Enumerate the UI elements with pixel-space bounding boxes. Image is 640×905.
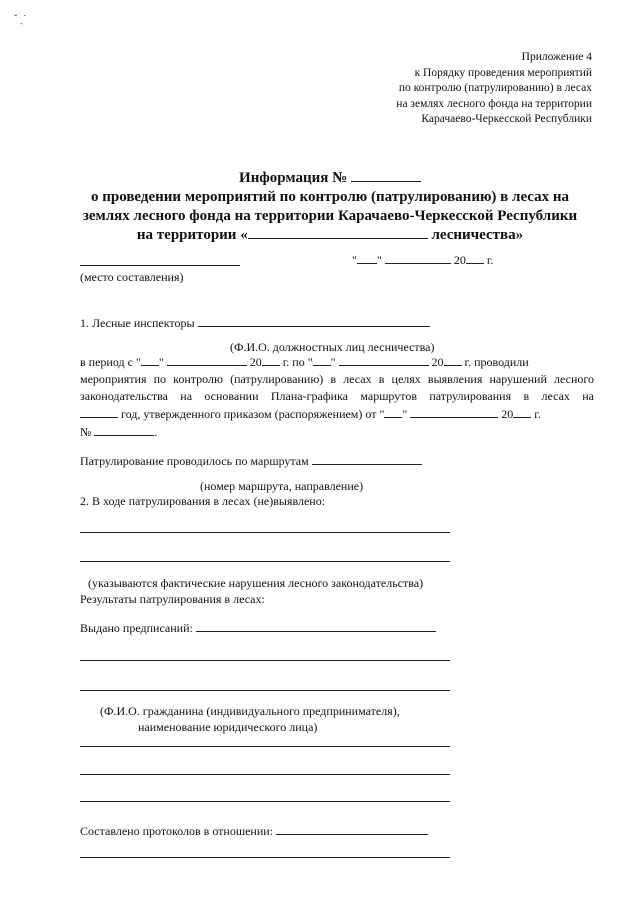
- plan-text: год, утвержденного приказом (распоряжением) от ": [121, 407, 385, 421]
- quote: ": [352, 253, 357, 267]
- routes-label: Патрулирование проводилось по маршрутам: [80, 454, 309, 468]
- orders-issued-row: [80, 620, 436, 636]
- quote: ": [330, 355, 336, 369]
- annex-line: Приложение 4: [521, 51, 592, 63]
- violations-line[interactable]: [80, 532, 450, 533]
- order-day-field[interactable]: [384, 406, 402, 418]
- person-line[interactable]: [80, 801, 450, 802]
- violations-label: 2. В ходе патрулирования в лесах (не)выявлено:: [80, 494, 326, 508]
- routes-caption: (номер маршрута, направление): [200, 479, 364, 493]
- inspectors-caption: (Ф.И.О. должностных лиц лесничества): [230, 340, 435, 354]
- title-suffix: лесничества»: [431, 227, 524, 243]
- plan-row: [80, 406, 541, 422]
- protocols-row: [80, 823, 428, 839]
- year-prefix: 20: [501, 407, 514, 421]
- date-year-field[interactable]: [466, 252, 484, 264]
- orders-issued-field[interactable]: [196, 620, 436, 632]
- date-month-field[interactable]: [385, 252, 451, 264]
- period-dot: .: [154, 425, 158, 439]
- year-prefix: 20: [453, 253, 466, 267]
- routes-field[interactable]: [312, 453, 422, 465]
- year-prefix: 20: [249, 355, 262, 369]
- violations-line[interactable]: [80, 561, 450, 562]
- place-caption: (место составления): [80, 270, 184, 284]
- orders-issued-line[interactable]: [80, 690, 450, 691]
- inspectors-row: [80, 315, 430, 331]
- place-field[interactable]: [80, 265, 240, 266]
- period-end-day-field[interactable]: [313, 354, 331, 366]
- order-number-row: [80, 424, 157, 440]
- period-text: г. по ": [282, 355, 313, 369]
- body-text-line: мероприятия по контролю (патрулированию) в лесах в целях выявления нарушений лесного: [80, 372, 594, 386]
- person-caption-line-2: наименование юридического лица): [138, 720, 318, 734]
- protocols-line[interactable]: [80, 857, 450, 858]
- quote: ": [402, 407, 408, 421]
- order-month-field[interactable]: [410, 406, 498, 418]
- date-day-field[interactable]: [357, 252, 377, 264]
- person-caption-line-1: (Ф.И.О. гражданина (индивидуального предпринимателя),: [100, 704, 400, 718]
- document-title: [60, 170, 600, 187]
- routes-row: [80, 453, 422, 469]
- quote: ": [376, 253, 382, 267]
- annex-line: к Порядку проведения мероприятий: [414, 66, 592, 79]
- order-number-field[interactable]: [94, 424, 154, 436]
- inspectors-label: 1. Лесные инспекторы: [80, 316, 195, 330]
- period-row: [80, 354, 594, 370]
- period-text: в период с ": [80, 355, 141, 369]
- title-prefix: на территории «: [136, 227, 248, 243]
- annex-line: Карачаево-Черкесской Республики: [421, 113, 592, 125]
- year-suffix: г.: [486, 253, 494, 267]
- period-end-month-field[interactable]: [339, 354, 429, 366]
- period-start-day-field[interactable]: [141, 354, 159, 366]
- period-start-month-field[interactable]: [167, 354, 247, 366]
- period-start-year-field[interactable]: [262, 354, 280, 366]
- order-year-field[interactable]: [513, 406, 531, 418]
- person-line[interactable]: [80, 746, 450, 747]
- quote: ": [158, 355, 164, 369]
- title-heading: Информация №: [239, 170, 348, 186]
- annex-line: по контролю (патрулированию) в лесах: [398, 82, 592, 94]
- year-suffix: г.: [534, 407, 541, 421]
- protocols-field[interactable]: [276, 823, 428, 835]
- orders-issued-label: Выдано предписаний:: [80, 621, 193, 635]
- results-label: Результаты патрулирования в лесах:: [80, 592, 265, 606]
- info-number-field[interactable]: [351, 170, 421, 182]
- period-text: г. проводили: [464, 355, 529, 369]
- inspectors-field[interactable]: [198, 315, 430, 327]
- date-row: [352, 252, 493, 268]
- title-line-2: о проведении мероприятий по контролю (патрулированию) в лесах на: [90, 189, 570, 205]
- title-line-4: [60, 227, 600, 244]
- scan-artifact-mark: ˇ ˏ˙: [14, 14, 27, 25]
- annex-line: на землях лесного фонда на территории: [396, 97, 592, 110]
- plan-year-field[interactable]: [80, 406, 118, 418]
- orders-issued-line[interactable]: [80, 660, 450, 661]
- violations-caption: (указываются фактические нарушения лесного законодательства): [88, 576, 424, 590]
- annex-header: [396, 50, 592, 128]
- forestry-name-field[interactable]: [248, 227, 428, 239]
- body-text-line: законодательства на основании Плана-графика маршрутов патрулирования в лесах на: [80, 389, 594, 403]
- person-line[interactable]: [80, 774, 450, 775]
- period-end-year-field[interactable]: [444, 354, 462, 366]
- title-line-3: землях лесного фонда на территории Карачаево-Черкесской Республики: [82, 208, 578, 224]
- number-sign: №: [80, 425, 92, 439]
- protocols-label: Составлено протоколов в отношении:: [80, 824, 273, 838]
- year-prefix: 20: [431, 355, 444, 369]
